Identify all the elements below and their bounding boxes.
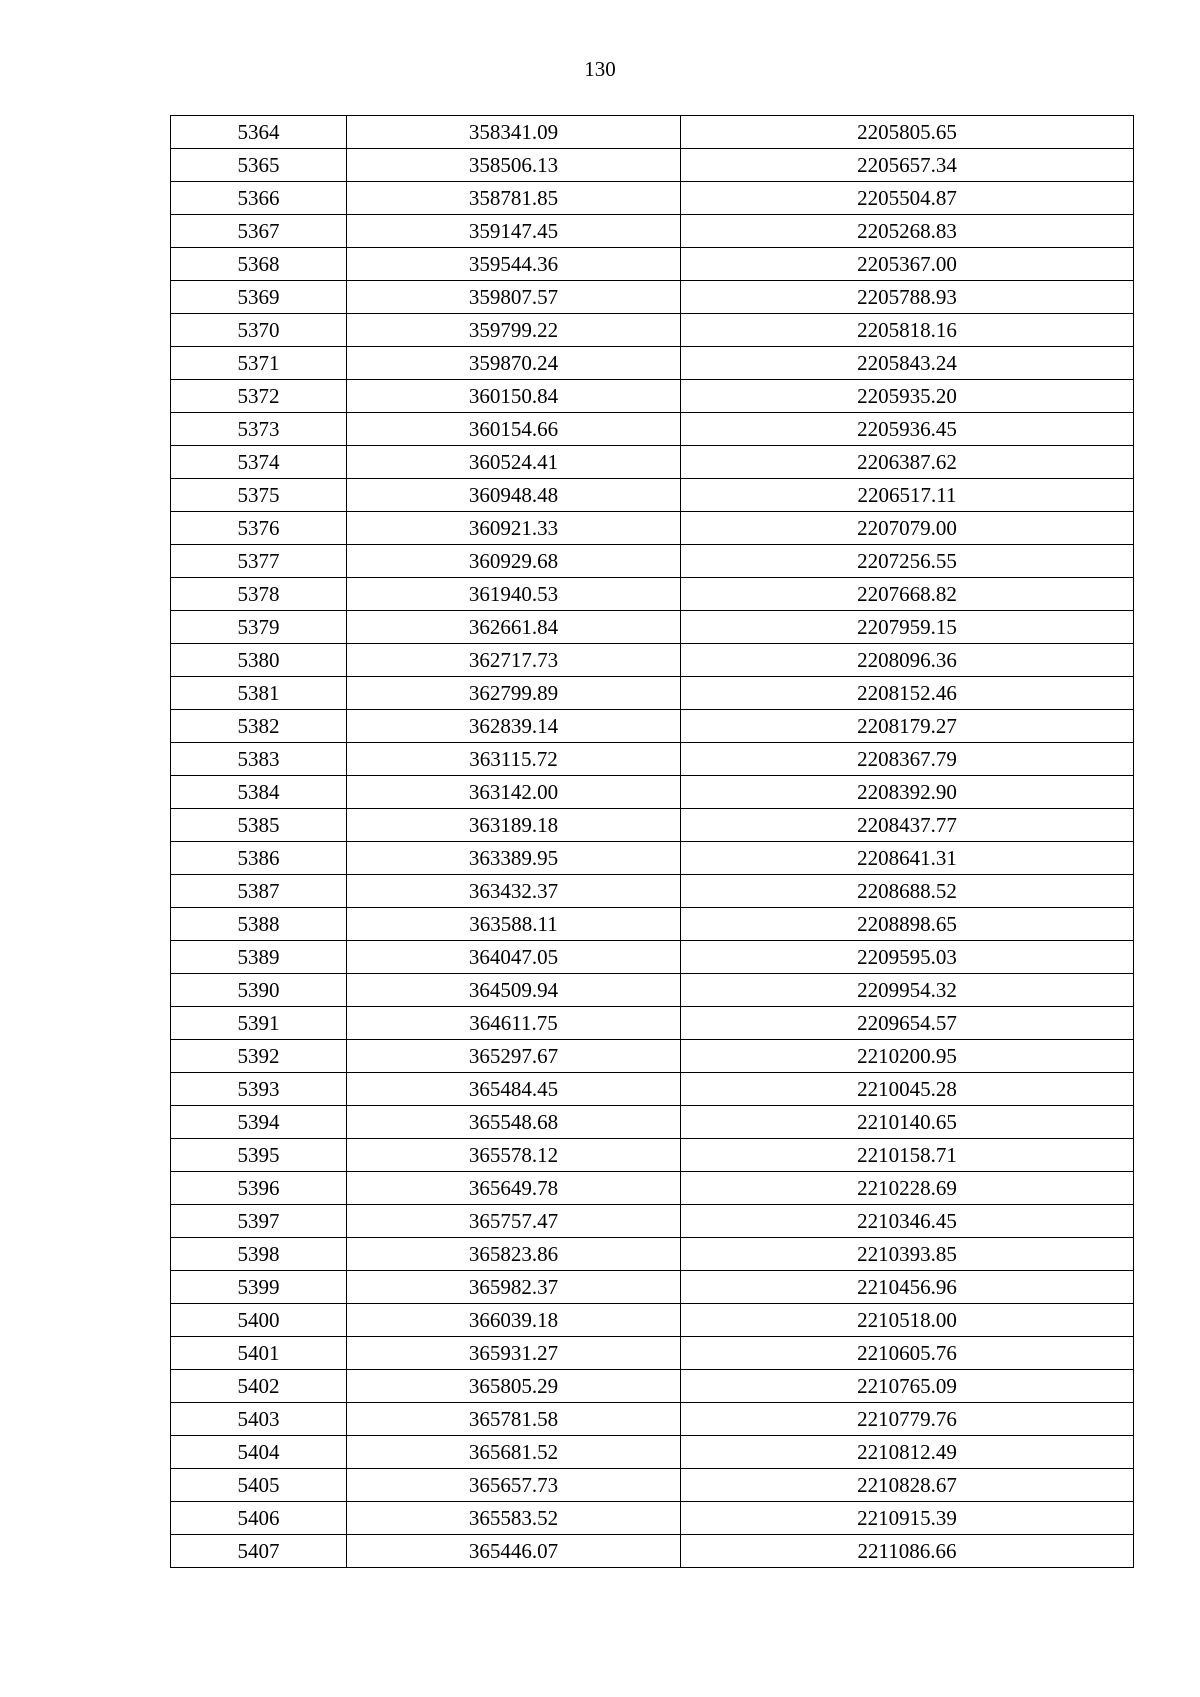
point-number-cell: 5374 bbox=[171, 446, 347, 479]
y-coordinate-cell: 2210228.69 bbox=[681, 1172, 1134, 1205]
table-row bbox=[171, 545, 1134, 578]
table-row bbox=[171, 710, 1134, 743]
table-row bbox=[171, 1535, 1134, 1568]
x-coordinate-cell: 359147.45 bbox=[347, 215, 681, 248]
table-row bbox=[171, 446, 1134, 479]
y-coordinate-cell: 2210812.49 bbox=[681, 1436, 1134, 1469]
y-coordinate-cell: 2207959.15 bbox=[681, 611, 1134, 644]
y-coordinate-cell: 2210045.28 bbox=[681, 1073, 1134, 1106]
point-number-cell: 5397 bbox=[171, 1205, 347, 1238]
table-row bbox=[171, 1502, 1134, 1535]
x-coordinate-cell: 365578.12 bbox=[347, 1139, 681, 1172]
x-coordinate-cell: 365982.37 bbox=[347, 1271, 681, 1304]
table-row bbox=[171, 974, 1134, 1007]
y-coordinate-cell: 2210518.00 bbox=[681, 1304, 1134, 1337]
y-coordinate-cell: 2205367.00 bbox=[681, 248, 1134, 281]
point-number-cell: 5386 bbox=[171, 842, 347, 875]
y-coordinate-cell: 2210346.45 bbox=[681, 1205, 1134, 1238]
point-number-cell: 5368 bbox=[171, 248, 347, 281]
point-number-cell: 5370 bbox=[171, 314, 347, 347]
x-coordinate-cell: 364047.05 bbox=[347, 941, 681, 974]
point-number-cell: 5380 bbox=[171, 644, 347, 677]
table-row bbox=[171, 776, 1134, 809]
point-number-cell: 5393 bbox=[171, 1073, 347, 1106]
point-number-cell: 5367 bbox=[171, 215, 347, 248]
x-coordinate-cell: 365823.86 bbox=[347, 1238, 681, 1271]
point-number-cell: 5390 bbox=[171, 974, 347, 1007]
point-number-cell: 5389 bbox=[171, 941, 347, 974]
y-coordinate-cell: 2205504.87 bbox=[681, 182, 1134, 215]
point-number-cell: 5394 bbox=[171, 1106, 347, 1139]
y-coordinate-cell: 2207079.00 bbox=[681, 512, 1134, 545]
y-coordinate-cell: 2209954.32 bbox=[681, 974, 1134, 1007]
point-number-cell: 5375 bbox=[171, 479, 347, 512]
x-coordinate-cell: 365548.68 bbox=[347, 1106, 681, 1139]
y-coordinate-cell: 2210393.85 bbox=[681, 1238, 1134, 1271]
table-row bbox=[171, 1073, 1134, 1106]
y-coordinate-cell: 2210765.09 bbox=[681, 1370, 1134, 1403]
table-row bbox=[171, 116, 1134, 149]
y-coordinate-cell: 2205935.20 bbox=[681, 380, 1134, 413]
x-coordinate-cell: 360150.84 bbox=[347, 380, 681, 413]
point-number-cell: 5376 bbox=[171, 512, 347, 545]
y-coordinate-cell: 2206517.11 bbox=[681, 479, 1134, 512]
point-number-cell: 5384 bbox=[171, 776, 347, 809]
table-row bbox=[171, 941, 1134, 974]
x-coordinate-cell: 362661.84 bbox=[347, 611, 681, 644]
table-row bbox=[171, 347, 1134, 380]
point-number-cell: 5395 bbox=[171, 1139, 347, 1172]
table-row bbox=[171, 1205, 1134, 1238]
table-row bbox=[171, 578, 1134, 611]
point-number-cell: 5402 bbox=[171, 1370, 347, 1403]
point-number-cell: 5378 bbox=[171, 578, 347, 611]
table-row bbox=[171, 743, 1134, 776]
point-number-cell: 5405 bbox=[171, 1469, 347, 1502]
table-row bbox=[171, 413, 1134, 446]
x-coordinate-cell: 360524.41 bbox=[347, 446, 681, 479]
y-coordinate-cell: 2206387.62 bbox=[681, 446, 1134, 479]
x-coordinate-cell: 365484.45 bbox=[347, 1073, 681, 1106]
x-coordinate-cell: 363115.72 bbox=[347, 743, 681, 776]
point-number-cell: 5388 bbox=[171, 908, 347, 941]
point-number-cell: 5407 bbox=[171, 1535, 347, 1568]
y-coordinate-cell: 2210915.39 bbox=[681, 1502, 1134, 1535]
y-coordinate-cell: 2209595.03 bbox=[681, 941, 1134, 974]
x-coordinate-cell: 363432.37 bbox=[347, 875, 681, 908]
table-row bbox=[171, 875, 1134, 908]
point-number-cell: 5365 bbox=[171, 149, 347, 182]
point-number-cell: 5400 bbox=[171, 1304, 347, 1337]
y-coordinate-cell: 2208688.52 bbox=[681, 875, 1134, 908]
table-row bbox=[171, 1304, 1134, 1337]
y-coordinate-cell: 2208392.90 bbox=[681, 776, 1134, 809]
x-coordinate-cell: 366039.18 bbox=[347, 1304, 681, 1337]
y-coordinate-cell: 2211086.66 bbox=[681, 1535, 1134, 1568]
x-coordinate-cell: 358341.09 bbox=[347, 116, 681, 149]
y-coordinate-cell: 2207256.55 bbox=[681, 545, 1134, 578]
x-coordinate-cell: 358781.85 bbox=[347, 182, 681, 215]
y-coordinate-cell: 2208179.27 bbox=[681, 710, 1134, 743]
y-coordinate-cell: 2207668.82 bbox=[681, 578, 1134, 611]
point-number-cell: 5403 bbox=[171, 1403, 347, 1436]
table-row bbox=[171, 644, 1134, 677]
y-coordinate-cell: 2208437.77 bbox=[681, 809, 1134, 842]
table-row bbox=[171, 1238, 1134, 1271]
point-number-cell: 5398 bbox=[171, 1238, 347, 1271]
table-row bbox=[171, 149, 1134, 182]
point-number-cell: 5366 bbox=[171, 182, 347, 215]
x-coordinate-cell: 363389.95 bbox=[347, 842, 681, 875]
table-row bbox=[171, 380, 1134, 413]
x-coordinate-cell: 363588.11 bbox=[347, 908, 681, 941]
table-row bbox=[171, 1040, 1134, 1073]
point-number-cell: 5385 bbox=[171, 809, 347, 842]
y-coordinate-cell: 2205843.24 bbox=[681, 347, 1134, 380]
x-coordinate-cell: 360154.66 bbox=[347, 413, 681, 446]
table-row bbox=[171, 842, 1134, 875]
x-coordinate-cell: 359544.36 bbox=[347, 248, 681, 281]
x-coordinate-cell: 365757.47 bbox=[347, 1205, 681, 1238]
point-number-cell: 5383 bbox=[171, 743, 347, 776]
table-row bbox=[171, 1403, 1134, 1436]
y-coordinate-cell: 2210605.76 bbox=[681, 1337, 1134, 1370]
point-number-cell: 5404 bbox=[171, 1436, 347, 1469]
x-coordinate-cell: 363189.18 bbox=[347, 809, 681, 842]
point-number-cell: 5372 bbox=[171, 380, 347, 413]
x-coordinate-cell: 362799.89 bbox=[347, 677, 681, 710]
table-row bbox=[171, 677, 1134, 710]
x-coordinate-cell: 360929.68 bbox=[347, 545, 681, 578]
x-coordinate-cell: 360921.33 bbox=[347, 512, 681, 545]
table-row bbox=[171, 314, 1134, 347]
coordinates-table bbox=[170, 115, 1134, 1568]
page-number: 130 bbox=[584, 57, 616, 81]
x-coordinate-cell: 365297.67 bbox=[347, 1040, 681, 1073]
table-row bbox=[171, 1370, 1134, 1403]
table-row bbox=[171, 215, 1134, 248]
point-number-cell: 5373 bbox=[171, 413, 347, 446]
table-row bbox=[171, 1469, 1134, 1502]
point-number-cell: 5369 bbox=[171, 281, 347, 314]
table-row bbox=[171, 281, 1134, 314]
point-number-cell: 5381 bbox=[171, 677, 347, 710]
table-row bbox=[171, 908, 1134, 941]
y-coordinate-cell: 2208898.65 bbox=[681, 908, 1134, 941]
table-row bbox=[171, 1337, 1134, 1370]
y-coordinate-cell: 2205936.45 bbox=[681, 413, 1134, 446]
point-number-cell: 5377 bbox=[171, 545, 347, 578]
y-coordinate-cell: 2205268.83 bbox=[681, 215, 1134, 248]
table-row bbox=[171, 809, 1134, 842]
y-coordinate-cell: 2210140.65 bbox=[681, 1106, 1134, 1139]
x-coordinate-cell: 358506.13 bbox=[347, 149, 681, 182]
y-coordinate-cell: 2209654.57 bbox=[681, 1007, 1134, 1040]
x-coordinate-cell: 362717.73 bbox=[347, 644, 681, 677]
x-coordinate-cell: 364509.94 bbox=[347, 974, 681, 1007]
point-number-cell: 5406 bbox=[171, 1502, 347, 1535]
x-coordinate-cell: 360948.48 bbox=[347, 479, 681, 512]
x-coordinate-cell: 362839.14 bbox=[347, 710, 681, 743]
y-coordinate-cell: 2208367.79 bbox=[681, 743, 1134, 776]
y-coordinate-cell: 2210456.96 bbox=[681, 1271, 1134, 1304]
table-row bbox=[171, 1172, 1134, 1205]
coordinates-table-body bbox=[171, 116, 1134, 1568]
table-row bbox=[171, 479, 1134, 512]
y-coordinate-cell: 2205788.93 bbox=[681, 281, 1134, 314]
point-number-cell: 5391 bbox=[171, 1007, 347, 1040]
x-coordinate-cell: 359799.22 bbox=[347, 314, 681, 347]
x-coordinate-cell: 365681.52 bbox=[347, 1436, 681, 1469]
table-row bbox=[171, 1139, 1134, 1172]
y-coordinate-cell: 2210779.76 bbox=[681, 1403, 1134, 1436]
y-coordinate-cell: 2205818.16 bbox=[681, 314, 1134, 347]
x-coordinate-cell: 365649.78 bbox=[347, 1172, 681, 1205]
x-coordinate-cell: 363142.00 bbox=[347, 776, 681, 809]
y-coordinate-cell: 2208152.46 bbox=[681, 677, 1134, 710]
y-coordinate-cell: 2208641.31 bbox=[681, 842, 1134, 875]
point-number-cell: 5399 bbox=[171, 1271, 347, 1304]
table-row bbox=[171, 1007, 1134, 1040]
table-row bbox=[171, 248, 1134, 281]
point-number-cell: 5371 bbox=[171, 347, 347, 380]
x-coordinate-cell: 365446.07 bbox=[347, 1535, 681, 1568]
y-coordinate-cell: 2210200.95 bbox=[681, 1040, 1134, 1073]
table-row bbox=[171, 512, 1134, 545]
y-coordinate-cell: 2210158.71 bbox=[681, 1139, 1134, 1172]
table-row bbox=[171, 611, 1134, 644]
x-coordinate-cell: 359870.24 bbox=[347, 347, 681, 380]
y-coordinate-cell: 2205657.34 bbox=[681, 149, 1134, 182]
table-row bbox=[171, 182, 1134, 215]
point-number-cell: 5396 bbox=[171, 1172, 347, 1205]
x-coordinate-cell: 361940.53 bbox=[347, 578, 681, 611]
x-coordinate-cell: 365931.27 bbox=[347, 1337, 681, 1370]
x-coordinate-cell: 365583.52 bbox=[347, 1502, 681, 1535]
point-number-cell: 5382 bbox=[171, 710, 347, 743]
x-coordinate-cell: 365805.29 bbox=[347, 1370, 681, 1403]
y-coordinate-cell: 2208096.36 bbox=[681, 644, 1134, 677]
x-coordinate-cell: 365781.58 bbox=[347, 1403, 681, 1436]
point-number-cell: 5387 bbox=[171, 875, 347, 908]
point-number-cell: 5392 bbox=[171, 1040, 347, 1073]
point-number-cell: 5379 bbox=[171, 611, 347, 644]
y-coordinate-cell: 2210828.67 bbox=[681, 1469, 1134, 1502]
x-coordinate-cell: 359807.57 bbox=[347, 281, 681, 314]
x-coordinate-cell: 365657.73 bbox=[347, 1469, 681, 1502]
point-number-cell: 5364 bbox=[171, 116, 347, 149]
table-row bbox=[171, 1106, 1134, 1139]
point-number-cell: 5401 bbox=[171, 1337, 347, 1370]
table-row bbox=[171, 1436, 1134, 1469]
y-coordinate-cell: 2205805.65 bbox=[681, 116, 1134, 149]
table-row bbox=[171, 1271, 1134, 1304]
x-coordinate-cell: 364611.75 bbox=[347, 1007, 681, 1040]
